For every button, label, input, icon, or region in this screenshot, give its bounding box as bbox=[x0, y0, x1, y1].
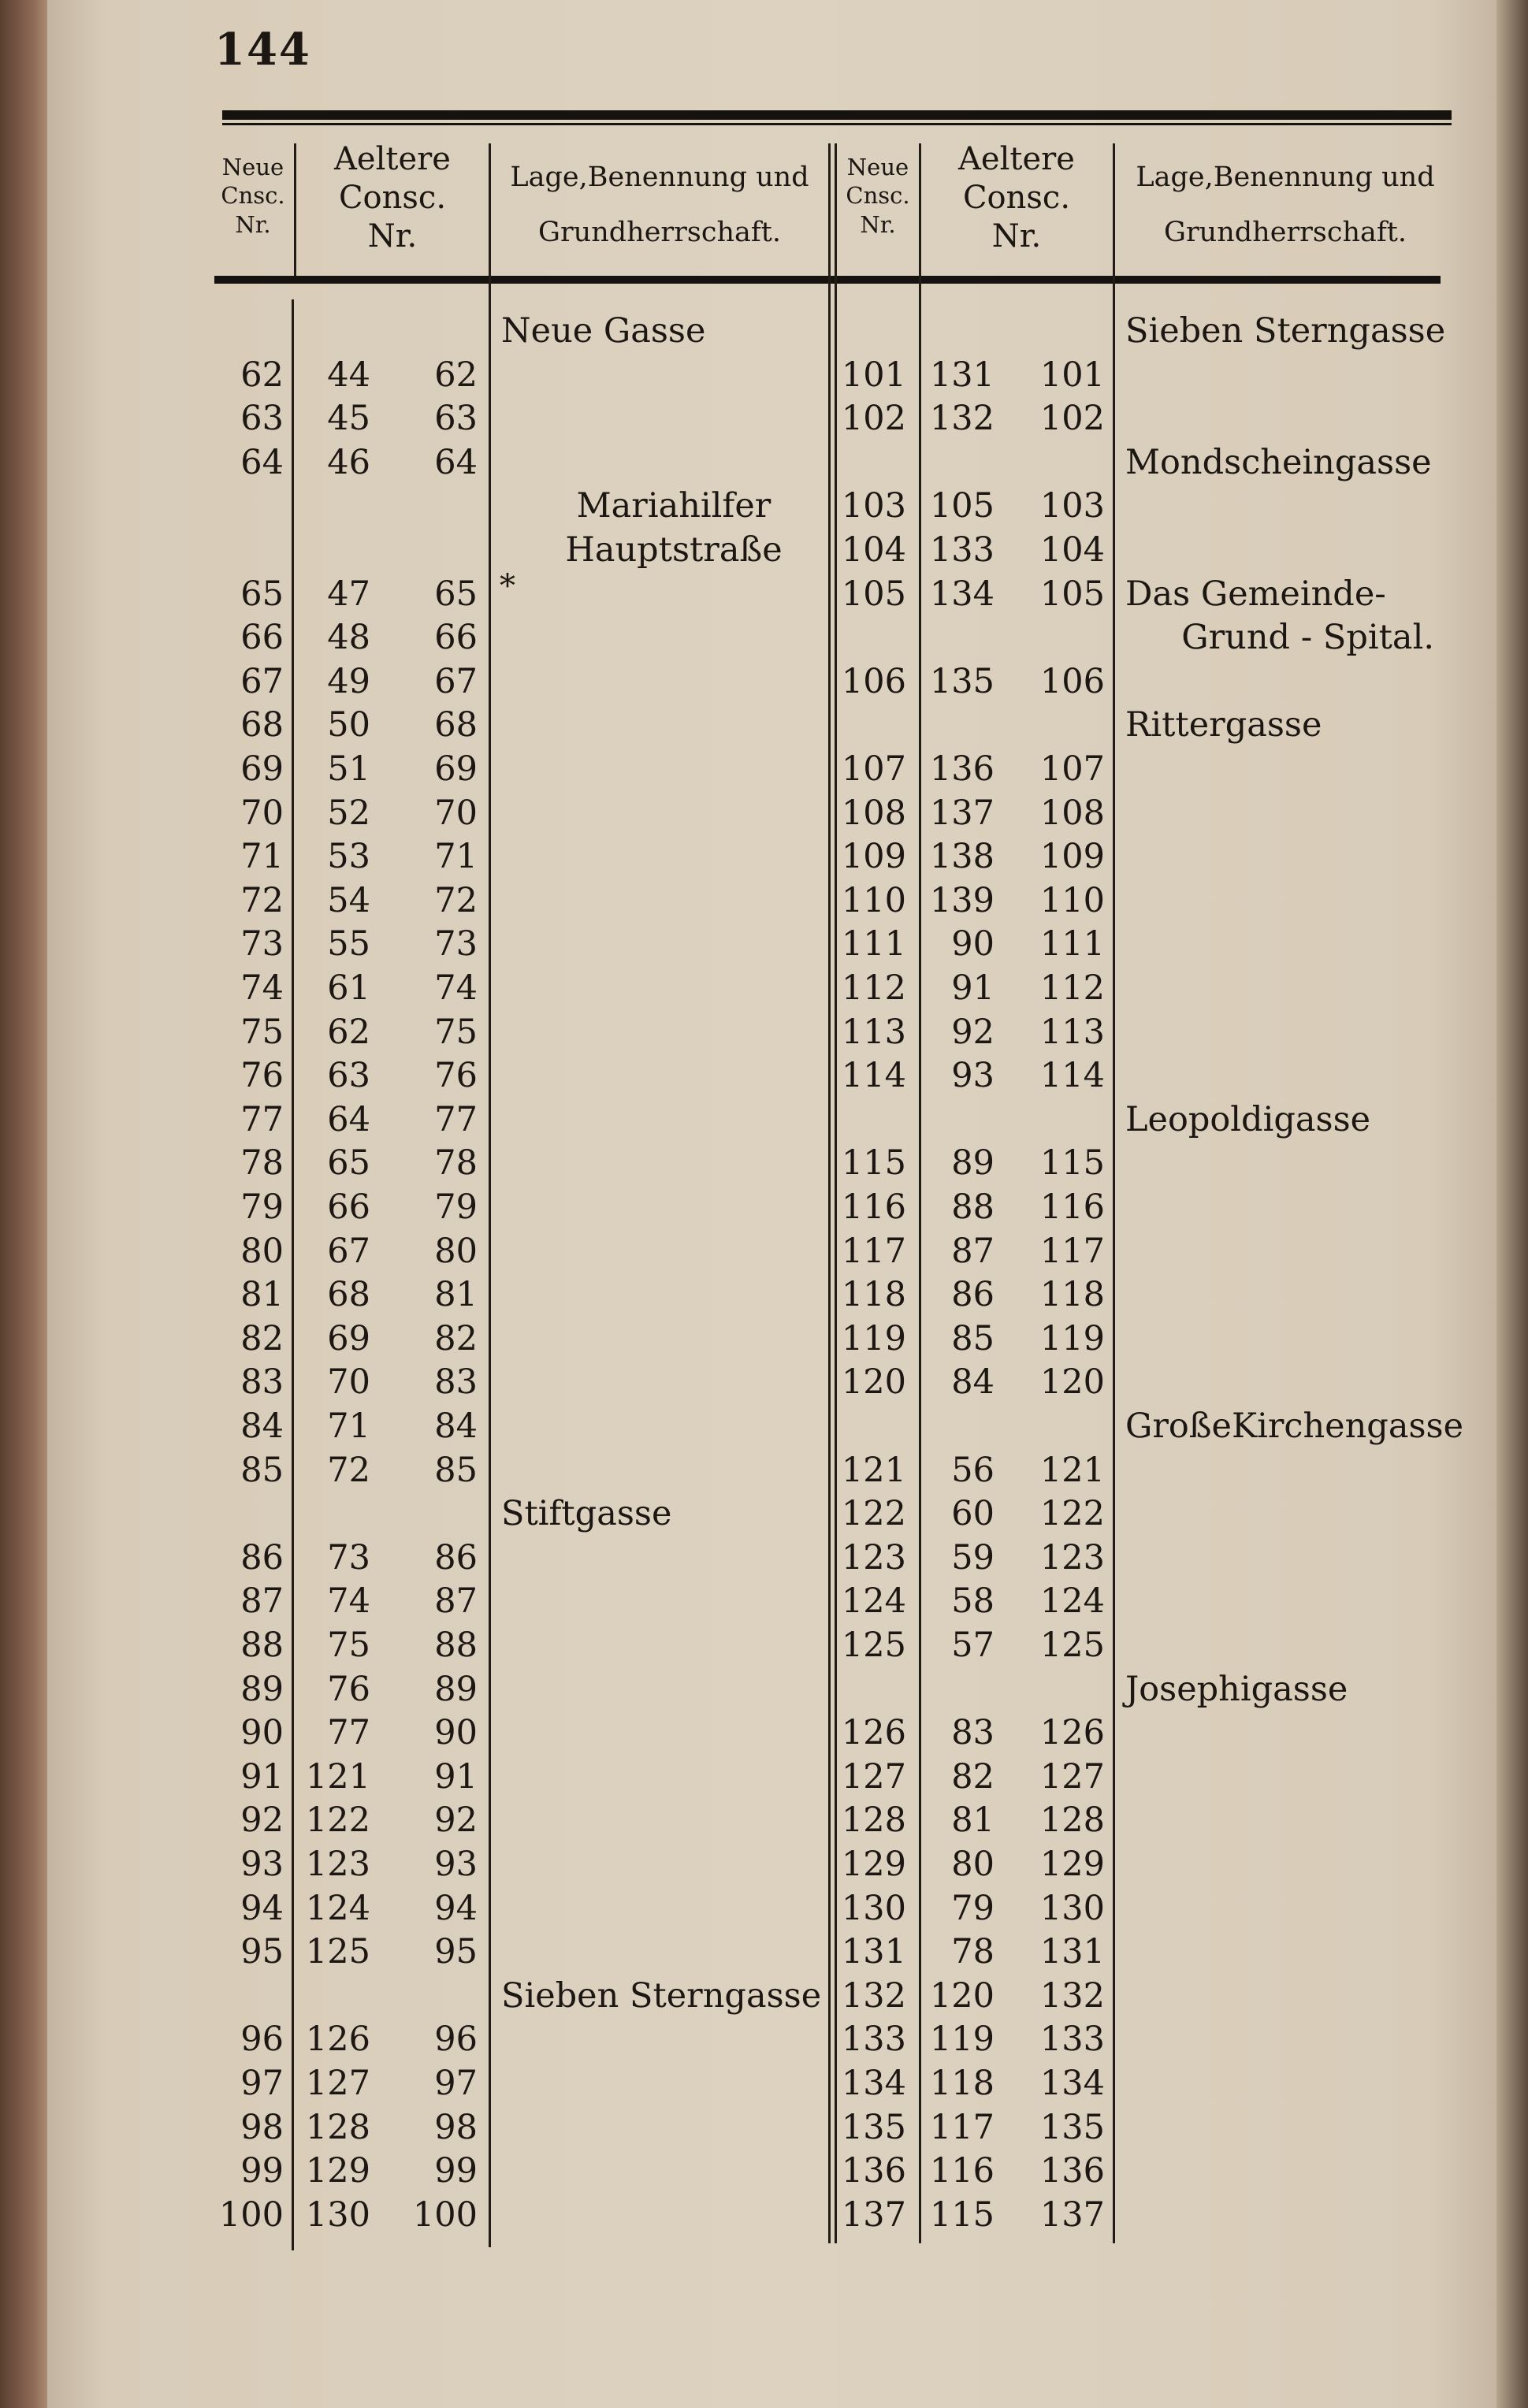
left-number: 87 bbox=[434, 1581, 478, 1621]
right-new-number: 104 bbox=[841, 530, 906, 570]
left-old-number: 64 bbox=[327, 1100, 370, 1139]
right-old-number: 87 bbox=[951, 1232, 995, 1271]
right-number: 122 bbox=[1039, 1494, 1105, 1533]
right-new-number: 136 bbox=[841, 2151, 906, 2191]
right-number: 116 bbox=[1039, 1187, 1105, 1227]
right-old-number: 79 bbox=[951, 1889, 995, 1928]
left-old-number: 75 bbox=[327, 1626, 370, 1665]
left-new-number: 85 bbox=[240, 1451, 284, 1490]
left-new-number: 96 bbox=[240, 2020, 284, 2059]
left-number: 83 bbox=[434, 1362, 478, 1402]
left-old-number: 65 bbox=[327, 1143, 370, 1183]
left-number: 84 bbox=[434, 1407, 478, 1446]
left-number: 64 bbox=[434, 443, 478, 482]
right-number: 126 bbox=[1039, 1713, 1105, 1752]
left-old-number: 51 bbox=[327, 749, 370, 789]
right-street-name: Sieben Sterngasse bbox=[1125, 311, 1446, 351]
left-street-name: Stiftgasse bbox=[501, 1494, 672, 1533]
left-new-number: 65 bbox=[240, 574, 284, 614]
left-new-number: 91 bbox=[240, 1757, 284, 1797]
left-number: 73 bbox=[434, 924, 478, 964]
left-new-number: 64 bbox=[240, 443, 284, 482]
left-new-number: 72 bbox=[240, 881, 284, 920]
right-number: 128 bbox=[1039, 1800, 1105, 1840]
left-number: 96 bbox=[434, 2020, 478, 2059]
right-street-name: Mondscheingasse bbox=[1125, 443, 1432, 482]
left-new-number: 67 bbox=[240, 662, 284, 701]
right-new-number: 109 bbox=[841, 837, 906, 876]
left-number: 92 bbox=[434, 1800, 478, 1840]
right-new-number: 111 bbox=[841, 924, 906, 964]
left-old-number: 52 bbox=[327, 793, 370, 833]
left-old-number: 53 bbox=[327, 837, 370, 876]
right-number: 113 bbox=[1039, 1013, 1105, 1052]
header-old-number: Aeltere Consc. Nr. bbox=[334, 141, 451, 255]
left-new-number: 86 bbox=[240, 1538, 284, 1577]
left-new-number: 78 bbox=[240, 1143, 284, 1183]
left-number: 77 bbox=[434, 1100, 478, 1139]
left-number: 78 bbox=[434, 1143, 478, 1183]
right-old-number: 116 bbox=[929, 2151, 995, 2191]
right-number: 111 bbox=[1039, 924, 1105, 964]
left-old-number: 123 bbox=[305, 1845, 370, 1884]
right-old-number: 115 bbox=[929, 2195, 995, 2235]
left-new-number: 81 bbox=[240, 1275, 284, 1314]
left-old-number: 125 bbox=[305, 1932, 370, 1971]
right-number: 102 bbox=[1039, 399, 1105, 438]
left-number: 93 bbox=[434, 1845, 478, 1884]
right-new-number: 115 bbox=[841, 1143, 906, 1183]
left-old-number: 76 bbox=[327, 1670, 370, 1709]
left-new-number: 93 bbox=[240, 1845, 284, 1884]
right-new-number: 116 bbox=[841, 1187, 906, 1227]
left-new-number: 99 bbox=[240, 2151, 284, 2191]
right-old-number: 120 bbox=[929, 1976, 995, 2016]
left-old-number: 54 bbox=[327, 881, 370, 920]
header-rule bbox=[214, 276, 1441, 284]
left-number: 95 bbox=[434, 1932, 478, 1971]
right-old-number: 78 bbox=[951, 1932, 995, 1971]
left-street-name: Sieben Sterngasse bbox=[501, 1976, 822, 2016]
left-number: 80 bbox=[434, 1232, 478, 1271]
left-old-number: 49 bbox=[327, 662, 370, 701]
left-number: 66 bbox=[434, 618, 478, 657]
left-new-number: 68 bbox=[240, 705, 284, 745]
right-old-number: 59 bbox=[951, 1538, 995, 1577]
left-street-name: Hauptstraße bbox=[565, 530, 783, 570]
left-new-number: 73 bbox=[240, 924, 284, 964]
left-number: 97 bbox=[434, 2064, 478, 2103]
left-old-number: 47 bbox=[327, 574, 370, 614]
right-new-number: 113 bbox=[841, 1013, 906, 1052]
right-old-number: 60 bbox=[951, 1494, 995, 1533]
left-number: 67 bbox=[434, 662, 478, 701]
right-number: 107 bbox=[1039, 749, 1105, 789]
right-old-number: 80 bbox=[951, 1845, 995, 1884]
right-new-number: 127 bbox=[841, 1757, 906, 1797]
right-old-number: 134 bbox=[929, 574, 995, 614]
left-number: 89 bbox=[434, 1670, 478, 1709]
left-old-number: 73 bbox=[327, 1538, 370, 1577]
right-old-number: 57 bbox=[951, 1626, 995, 1665]
right-old-number: 89 bbox=[951, 1143, 995, 1183]
right-number: 101 bbox=[1039, 355, 1105, 395]
left-new-number: 83 bbox=[240, 1362, 284, 1402]
right-number: 132 bbox=[1039, 1976, 1105, 2016]
left-old-number: 122 bbox=[305, 1800, 370, 1840]
right-old-number: 136 bbox=[929, 749, 995, 789]
right-number: 127 bbox=[1039, 1757, 1105, 1797]
right-number: 129 bbox=[1039, 1845, 1105, 1884]
right-street-name: Grund - Spital. bbox=[1181, 618, 1434, 657]
header-location: Lage,Benennung und Grundherrschaft. bbox=[510, 162, 809, 248]
top-rule bbox=[222, 110, 1452, 120]
page-number: 144 bbox=[214, 24, 311, 76]
left-new-number: 74 bbox=[240, 968, 284, 1008]
right-street-name: Leopoldigasse bbox=[1125, 1100, 1371, 1139]
left-new-number: 88 bbox=[240, 1626, 284, 1665]
right-number: 108 bbox=[1039, 793, 1105, 833]
left-new-number: 80 bbox=[240, 1232, 284, 1271]
left-number: 91 bbox=[434, 1757, 478, 1797]
header-new-number: Neue Cnsc. Nr. bbox=[221, 154, 285, 238]
right-number: 120 bbox=[1039, 1362, 1105, 1402]
right-old-number: 133 bbox=[929, 530, 995, 570]
right-old-number: 139 bbox=[929, 881, 995, 920]
left-new-number: 77 bbox=[240, 1100, 284, 1139]
right-new-number: 103 bbox=[841, 486, 906, 526]
left-number: 94 bbox=[434, 1889, 478, 1928]
right-new-number: 131 bbox=[841, 1932, 906, 1971]
right-number: 119 bbox=[1039, 1319, 1105, 1358]
right-number: 115 bbox=[1039, 1143, 1105, 1183]
left-new-number: 90 bbox=[240, 1713, 284, 1752]
column-divider bbox=[294, 143, 296, 276]
right-number: 134 bbox=[1039, 2064, 1105, 2103]
left-old-number: 55 bbox=[327, 924, 370, 964]
left-new-number: 87 bbox=[240, 1581, 284, 1621]
right-old-number: 84 bbox=[951, 1362, 995, 1402]
left-old-number: 126 bbox=[305, 2020, 370, 2059]
right-new-number: 117 bbox=[841, 1232, 906, 1271]
right-number: 121 bbox=[1039, 1451, 1105, 1490]
left-number: 76 bbox=[434, 1056, 478, 1095]
right-old-number: 82 bbox=[951, 1757, 995, 1797]
right-old-number: 119 bbox=[929, 2020, 995, 2059]
left-number: 79 bbox=[434, 1187, 478, 1227]
asterisk-mark: * bbox=[500, 568, 515, 604]
right-new-number: 125 bbox=[841, 1626, 906, 1665]
left-old-number: 48 bbox=[327, 618, 370, 657]
right-old-number: 131 bbox=[929, 355, 995, 395]
right-old-number: 86 bbox=[951, 1275, 995, 1314]
right-new-number: 135 bbox=[841, 2108, 906, 2147]
right-old-number: 90 bbox=[951, 924, 995, 964]
right-new-number: 129 bbox=[841, 1845, 906, 1884]
right-new-number: 112 bbox=[841, 968, 906, 1008]
top-rule-thin bbox=[222, 123, 1452, 125]
left-street-name: Neue Gasse bbox=[501, 311, 706, 351]
right-street-name: GroßeKirchengasse bbox=[1125, 1407, 1464, 1446]
left-number: 65 bbox=[434, 574, 478, 614]
left-old-number: 45 bbox=[327, 399, 370, 438]
right-old-number: 138 bbox=[929, 837, 995, 876]
right-old-number: 105 bbox=[929, 486, 995, 526]
right-number: 112 bbox=[1039, 968, 1105, 1008]
left-new-number: 94 bbox=[240, 1889, 284, 1928]
left-new-number: 66 bbox=[240, 618, 284, 657]
right-new-number: 106 bbox=[841, 662, 906, 701]
left-old-number: 50 bbox=[327, 705, 370, 745]
right-number: 105 bbox=[1039, 574, 1105, 614]
left-number: 75 bbox=[434, 1013, 478, 1052]
left-new-number: 75 bbox=[240, 1013, 284, 1052]
left-new-number: 97 bbox=[240, 2064, 284, 2103]
left-number: 98 bbox=[434, 2108, 478, 2147]
right-street-name: Josephigasse bbox=[1125, 1670, 1348, 1709]
left-number: 99 bbox=[434, 2151, 478, 2191]
left-old-number: 130 bbox=[305, 2195, 370, 2235]
left-old-number: 71 bbox=[327, 1407, 370, 1446]
right-old-number: 93 bbox=[951, 1056, 995, 1095]
right-old-number: 92 bbox=[951, 1013, 995, 1052]
left-old-number: 62 bbox=[327, 1013, 370, 1052]
left-number: 63 bbox=[434, 399, 478, 438]
left-new-number: 92 bbox=[240, 1800, 284, 1840]
left-old-number: 72 bbox=[327, 1451, 370, 1490]
right-number: 131 bbox=[1039, 1932, 1105, 1971]
left-new-number: 79 bbox=[240, 1187, 284, 1227]
right-old-number: 132 bbox=[929, 399, 995, 438]
left-new-number: 100 bbox=[218, 2195, 284, 2235]
left-old-number: 44 bbox=[327, 355, 370, 395]
header-new-number: Neue Cnsc. Nr. bbox=[846, 154, 910, 238]
left-number: 90 bbox=[434, 1713, 478, 1752]
right-number: 103 bbox=[1039, 486, 1105, 526]
left-new-number: 82 bbox=[240, 1319, 284, 1358]
left-number: 82 bbox=[434, 1319, 478, 1358]
right-new-number: 132 bbox=[841, 1976, 906, 2016]
left-old-number: 74 bbox=[327, 1581, 370, 1621]
column-divider bbox=[489, 143, 491, 2247]
right-new-number: 107 bbox=[841, 749, 906, 789]
left-old-number: 127 bbox=[305, 2064, 370, 2103]
right-number: 114 bbox=[1039, 1056, 1105, 1095]
right-new-number: 128 bbox=[841, 1800, 906, 1840]
right-number: 136 bbox=[1039, 2151, 1105, 2191]
left-number: 85 bbox=[434, 1451, 478, 1490]
right-old-number: 81 bbox=[951, 1800, 995, 1840]
right-new-number: 101 bbox=[841, 355, 906, 395]
header-location: Lage,Benennung und Grundherrschaft. bbox=[1136, 162, 1435, 248]
left-new-number: 62 bbox=[240, 355, 284, 395]
column-divider bbox=[1113, 143, 1115, 2243]
right-number: 123 bbox=[1039, 1538, 1105, 1577]
right-number: 137 bbox=[1039, 2195, 1105, 2235]
left-old-number: 67 bbox=[327, 1232, 370, 1271]
left-new-number: 71 bbox=[240, 837, 284, 876]
left-new-number: 84 bbox=[240, 1407, 284, 1446]
right-old-number: 56 bbox=[951, 1451, 995, 1490]
right-new-number: 118 bbox=[841, 1275, 906, 1314]
right-new-number: 130 bbox=[841, 1889, 906, 1928]
left-old-number: 124 bbox=[305, 1889, 370, 1928]
left-number: 88 bbox=[434, 1626, 478, 1665]
left-new-number: 76 bbox=[240, 1056, 284, 1095]
left-old-number: 121 bbox=[305, 1757, 370, 1797]
left-number: 68 bbox=[434, 705, 478, 745]
right-new-number: 133 bbox=[841, 2020, 906, 2059]
left-number: 74 bbox=[434, 968, 478, 1008]
right-new-number: 122 bbox=[841, 1494, 906, 1533]
left-old-number: 68 bbox=[327, 1275, 370, 1314]
left-old-number: 128 bbox=[305, 2108, 370, 2147]
left-new-number: 69 bbox=[240, 749, 284, 789]
left-old-number: 69 bbox=[327, 1319, 370, 1358]
right-new-number: 114 bbox=[841, 1056, 906, 1095]
right-number: 124 bbox=[1039, 1581, 1105, 1621]
right-number: 117 bbox=[1039, 1232, 1105, 1271]
right-number: 109 bbox=[1039, 837, 1105, 876]
right-number: 104 bbox=[1039, 530, 1105, 570]
right-number: 118 bbox=[1039, 1275, 1105, 1314]
right-old-number: 117 bbox=[929, 2108, 995, 2147]
right-number: 135 bbox=[1039, 2108, 1105, 2147]
right-old-number: 91 bbox=[951, 968, 995, 1008]
right-new-number: 102 bbox=[841, 399, 906, 438]
left-old-number: 77 bbox=[327, 1713, 370, 1752]
right-new-number: 126 bbox=[841, 1713, 906, 1752]
right-number: 130 bbox=[1039, 1889, 1105, 1928]
left-new-number: 63 bbox=[240, 399, 284, 438]
left-number: 100 bbox=[412, 2195, 478, 2235]
right-old-number: 85 bbox=[951, 1319, 995, 1358]
right-new-number: 134 bbox=[841, 2064, 906, 2103]
right-number: 110 bbox=[1039, 881, 1105, 920]
right-new-number: 123 bbox=[841, 1538, 906, 1577]
left-number: 81 bbox=[434, 1275, 478, 1314]
header-old-number: Aeltere Consc. Nr. bbox=[958, 141, 1075, 255]
left-old-number: 66 bbox=[327, 1187, 370, 1227]
left-old-number: 70 bbox=[327, 1362, 370, 1402]
left-number: 70 bbox=[434, 793, 478, 833]
right-new-number: 108 bbox=[841, 793, 906, 833]
left-number: 86 bbox=[434, 1538, 478, 1577]
left-new-number: 95 bbox=[240, 1932, 284, 1971]
right-new-number: 137 bbox=[841, 2195, 906, 2235]
right-number: 106 bbox=[1039, 662, 1105, 701]
left-old-number: 46 bbox=[327, 443, 370, 482]
right-old-number: 135 bbox=[929, 662, 995, 701]
right-old-number: 137 bbox=[929, 793, 995, 833]
right-new-number: 120 bbox=[841, 1362, 906, 1402]
left-old-number: 63 bbox=[327, 1056, 370, 1095]
right-old-number: 83 bbox=[951, 1713, 995, 1752]
right-old-number: 118 bbox=[929, 2064, 995, 2103]
left-new-number: 98 bbox=[240, 2108, 284, 2147]
right-new-number: 119 bbox=[841, 1319, 906, 1358]
right-new-number: 110 bbox=[841, 881, 906, 920]
left-new-number: 89 bbox=[240, 1670, 284, 1709]
left-number: 62 bbox=[434, 355, 478, 395]
left-new-number: 70 bbox=[240, 793, 284, 833]
left-old-number: 129 bbox=[305, 2151, 370, 2191]
right-old-number: 58 bbox=[951, 1581, 995, 1621]
right-street-name: Das Gemeinde- bbox=[1125, 574, 1386, 614]
right-new-number: 105 bbox=[841, 574, 906, 614]
right-old-number: 88 bbox=[951, 1187, 995, 1227]
left-number: 72 bbox=[434, 881, 478, 920]
right-new-number: 124 bbox=[841, 1581, 906, 1621]
right-street-name: Rittergasse bbox=[1125, 705, 1322, 745]
right-new-number: 121 bbox=[841, 1451, 906, 1490]
right-number: 125 bbox=[1039, 1626, 1105, 1665]
left-number: 69 bbox=[434, 749, 478, 789]
right-number: 133 bbox=[1039, 2020, 1105, 2059]
left-street-name: Mariahilfer bbox=[576, 486, 771, 526]
left-old-number: 61 bbox=[327, 968, 370, 1008]
left-number: 71 bbox=[434, 837, 478, 876]
